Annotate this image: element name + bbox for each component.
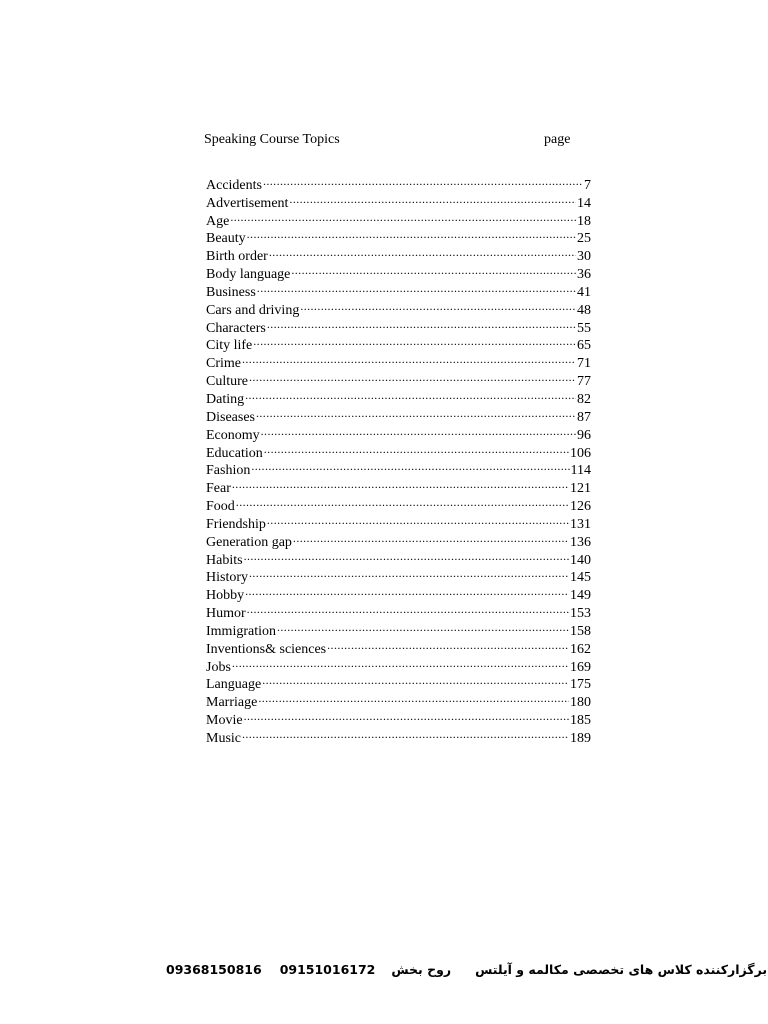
dot-leader [236,492,569,510]
dot-leader [293,528,569,546]
dot-leader [230,207,576,225]
footer-contact [162,958,768,980]
toc-page-number: 41 [577,284,591,300]
dot-leader [245,385,576,403]
dot-leader [244,706,569,724]
toc-page-number: 55 [577,320,591,336]
toc-topic: City life [206,338,253,354]
toc-topic: Diseases [206,409,255,425]
dot-leader [244,546,569,564]
dot-leader [232,653,569,671]
toc-page-number: 106 [570,445,591,461]
toc-page-number: 145 [570,570,591,586]
toc-topic: Food [206,499,235,515]
toc-page-number: 30 [577,249,591,265]
toc-page-number: 36 [577,267,591,283]
dot-leader [327,635,569,653]
toc-header [204,132,578,152]
toc-topic: Jobs [206,659,231,675]
dot-leader [256,403,576,421]
footer-phone-1: 09368150816 [166,961,262,977]
footer-phone-2: 09151016172 [279,961,376,977]
toc-page-number: 121 [570,481,591,497]
toc-topic: Inventions& sciences [206,641,327,657]
toc-page-number: 48 [577,302,591,318]
toc-topic: Fashion [206,463,251,479]
toc-topic: Advertisement [206,195,289,211]
toc-page-number: 158 [570,623,591,639]
toc-page-number: 140 [570,552,591,568]
toc-page-number: 65 [577,338,591,354]
toc-topic: Habits [206,552,243,568]
dot-leader [261,421,576,439]
toc-entry [206,207,591,229]
toc-topic: Culture [206,374,248,390]
toc-topic: Hobby [206,588,245,604]
toc-entry [206,225,591,247]
toc-topic: Accidents [206,177,262,193]
toc-entry [206,332,591,354]
toc-topic: Fear [206,481,231,497]
toc-topic: Movie [206,713,243,729]
toc-entry [206,581,591,604]
toc-topic: Humor [206,606,246,622]
toc-entry [206,457,591,479]
dot-leader [277,617,569,635]
toc-page-number: 14 [577,195,591,211]
toc-entry [206,724,591,746]
toc-topic: Marriage [206,695,258,711]
toc-page-number: 87 [577,409,591,425]
toc-topic: Dating [206,391,245,407]
dot-leader [245,581,569,599]
toc-topic: Birth order [206,249,268,265]
toc-page-number: 185 [570,713,591,729]
dot-leader [269,242,576,260]
toc-page-number: 169 [570,659,591,675]
toc-entry [206,492,591,515]
toc-topic: Characters [206,320,266,336]
page-title: Speaking Course Topics [204,132,340,147]
dot-leader [247,599,569,617]
toc-page-number: 189 [570,731,591,746]
dot-leader [263,171,583,189]
toc-entry [206,474,591,497]
toc-page-number: 82 [577,391,591,407]
toc-topic: Body language [206,267,291,283]
dot-leader [267,510,569,528]
dot-leader [249,564,569,582]
table-of-contents [206,171,591,746]
toc-entry [206,171,591,193]
dot-leader [267,314,576,332]
toc-entry [206,385,591,407]
toc-page-number: 18 [577,213,591,229]
toc-entry [206,653,591,675]
dot-leader [300,296,576,314]
toc-entry [206,706,591,729]
toc-page-number: 126 [570,499,591,515]
toc-entry [206,421,591,443]
footer-organizer-text: برگزارکننده کلاس های تخصصی مکالمه و آیلتس [475,961,768,977]
dot-leader [249,367,576,385]
toc-entry [206,278,591,300]
toc-entry [206,439,591,461]
toc-topic: Friendship [206,516,266,532]
dot-leader [257,278,576,296]
toc-entry [206,189,591,211]
toc-entry [206,617,591,639]
toc-entry [206,599,591,622]
toc-entry [206,510,591,532]
dot-leader [232,474,569,492]
dot-leader [258,688,569,706]
toc-entry [206,403,591,425]
toc-topic: Economy [206,427,260,443]
toc-entry [206,242,591,265]
toc-page-number: 71 [577,356,591,372]
dot-leader [289,189,576,207]
toc-page-number: 131 [570,516,591,532]
toc-topic: Generation gap [206,534,292,550]
dot-leader [242,724,569,742]
dot-leader [253,332,576,350]
toc-page-number: 96 [577,427,591,443]
dot-leader [264,439,569,457]
toc-entry [206,671,591,693]
toc-topic: Crime [206,356,241,372]
toc-page-number: 7 [584,177,591,193]
toc-topic: History [206,570,248,586]
toc-page-number: 77 [577,374,591,390]
toc-topic: Beauty [206,231,246,247]
dot-leader [291,260,576,278]
dot-leader [262,671,569,689]
toc-page-number: 175 [570,677,591,693]
toc-page-number: 136 [570,534,591,550]
toc-page-number: 25 [577,231,591,247]
toc-entry [206,564,591,586]
toc-topic: Education [206,445,263,461]
footer-instructor-name: روح بخش [391,961,452,977]
toc-topic: Cars and driving [206,302,300,318]
toc-page-number: 149 [570,588,591,604]
toc-page-number: 162 [570,641,591,657]
toc-entry [206,349,591,372]
toc-page-number: 153 [570,606,591,622]
toc-entry [206,296,591,318]
page-column-label: page [544,132,571,147]
toc-entry [206,546,591,568]
toc-topic: Immigration [206,623,276,639]
toc-topic: Music [206,731,241,746]
toc-page-number: 114 [570,463,591,479]
toc-page-number: 180 [570,695,591,711]
dot-leader [251,457,569,475]
toc-topic: Business [206,284,256,300]
dot-leader [242,349,576,367]
dot-leader [247,225,576,243]
toc-topic: Age [206,213,230,229]
toc-entry [206,688,591,711]
toc-topic: Language [206,677,262,693]
toc-entry [206,367,591,390]
